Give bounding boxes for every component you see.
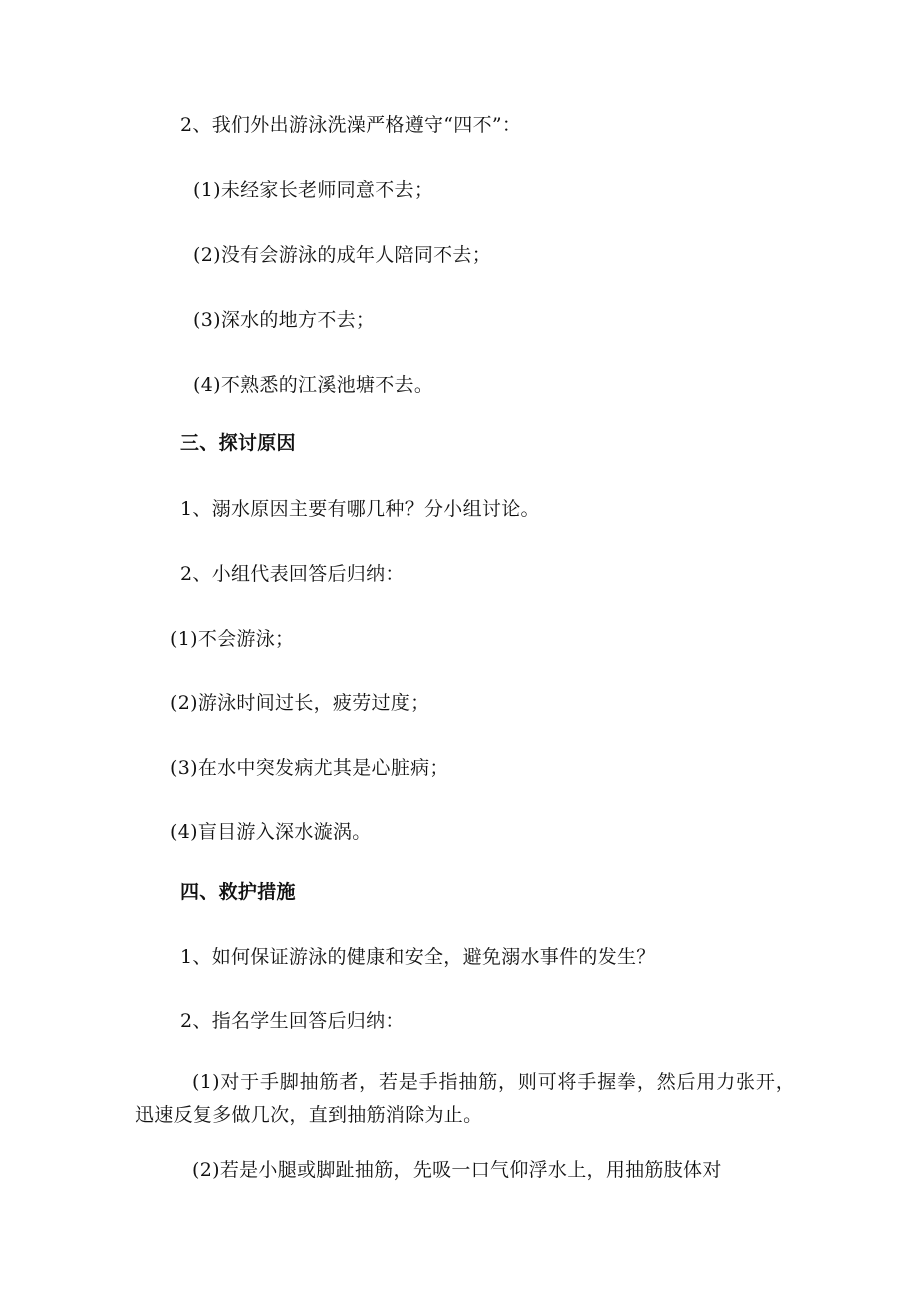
cause-item-2: (2)游泳时间过长，疲劳过度；: [170, 692, 430, 714]
causes-question-2: 2、小组代表回答后归纳：: [180, 563, 405, 585]
rule-intro: 2、我们外出游泳洗澡严格遵守“四不”：: [180, 114, 522, 136]
rule-item-3: (3)深水的地方不去；: [193, 309, 376, 331]
rule-item-2: (2)没有会游泳的成年人陪同不去；: [193, 244, 492, 266]
rule-item-1: (1)未经家长老师同意不去；: [193, 179, 434, 201]
cause-item-4: (4)盲目游入深水漩涡。: [170, 821, 372, 843]
rule-item-4: (4)不熟悉的江溪池塘不去。: [193, 374, 434, 396]
rescue-question-2: 2、指名学生回答后归纳：: [180, 1010, 405, 1032]
rescue-question-1: 1、如何保证游泳的健康和安全，避免溺水事件的发生？: [180, 946, 656, 968]
section-heading-rescue: 四、救护措施: [180, 881, 296, 903]
rescue-paragraph-1: (1)对于手脚抽筋者，若是手指抽筋，则可将手握拳，然后用力张开，迅速反复多做几次，直到抽筋消除为止。: [135, 1071, 795, 1126]
section-heading-causes: 三、探讨原因: [180, 432, 296, 454]
rescue-paragraph-2: (2)若是小腿或脚趾抽筋，先吸一口气仰浮水上，用抽筋肢体对: [192, 1159, 722, 1181]
causes-question-1: 1、溺水原因主要有哪几种？分小组讨论。: [180, 498, 540, 520]
cause-item-1: (1)不会游泳；: [170, 628, 295, 650]
cause-item-3: (3)在水中突发病尤其是心脏病；: [170, 757, 449, 779]
